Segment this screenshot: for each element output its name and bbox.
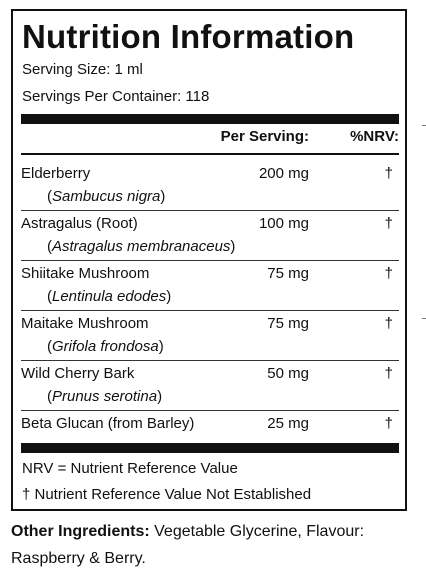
ingredient-name: Wild Cherry Bark xyxy=(21,365,135,382)
divider-bar-top xyxy=(21,114,399,124)
servings-per-container: Servings Per Container: 118 xyxy=(22,88,210,105)
nutrition-panel xyxy=(11,9,407,511)
ingredient-amount: 50 mg xyxy=(267,365,309,382)
table-row xyxy=(21,311,399,361)
scientific-name: (Prunus serotina) xyxy=(47,388,163,405)
table-row xyxy=(21,161,399,211)
ingredient-name: Maitake Mushroom xyxy=(21,315,149,332)
ingredient-name: Beta Glucan (from Barley) xyxy=(21,415,195,432)
table-row xyxy=(21,261,399,311)
nrv-dagger: † xyxy=(384,415,393,432)
ingredient-name: Astragalus (Root) xyxy=(21,215,138,232)
footnote-dagger: † Nutrient Reference Value Not Established xyxy=(22,486,312,503)
ingredient-amount: 200 mg xyxy=(258,165,309,182)
scientific-name: (Astragalus membranaceus) xyxy=(47,238,236,255)
footnote-nrv: NRV = Nutrient Reference Value xyxy=(22,460,238,477)
ingredient-amount: 75 mg xyxy=(267,265,309,282)
scientific-name: (Sambucus nigra) xyxy=(47,188,166,205)
panel-title: Nutrition Information xyxy=(22,18,355,55)
divider-bar-bottom xyxy=(21,443,399,453)
edge-mark xyxy=(422,125,426,126)
other-ingredients-text: Vegetable Glycerine, Flavour: Raspberry & Berry. xyxy=(11,523,365,567)
ingredient-amount: 75 mg xyxy=(267,315,309,332)
ingredient-amount: 25 mg xyxy=(267,415,309,432)
other-ingredients-label: Other Ingredients: xyxy=(11,523,150,540)
scientific-name: (Grifola frondosa) xyxy=(47,338,164,355)
table-row xyxy=(21,211,399,261)
nrv-dagger: † xyxy=(384,315,393,332)
header-per-serving: Per Serving: xyxy=(220,128,309,145)
nrv-dagger: † xyxy=(384,215,393,232)
nrv-dagger: † xyxy=(384,265,393,282)
ingredient-name: Elderberry xyxy=(21,165,91,182)
table-row xyxy=(21,361,399,411)
header-rule xyxy=(21,153,399,155)
nrv-dagger: † xyxy=(384,165,393,182)
edge-mark xyxy=(422,318,426,319)
header-nrv: %NRV: xyxy=(350,128,399,145)
ingredient-amount: 100 mg xyxy=(258,215,309,232)
nrv-dagger: † xyxy=(384,365,393,382)
scientific-name: (Lentinula edodes) xyxy=(47,288,172,305)
other-ingredients xyxy=(11,518,411,572)
ingredient-name: Shiitake Mushroom xyxy=(21,265,150,282)
ingredient-table xyxy=(21,161,399,439)
table-row xyxy=(21,411,399,439)
serving-size: Serving Size: 1 ml xyxy=(22,61,143,78)
table-header xyxy=(21,126,399,152)
